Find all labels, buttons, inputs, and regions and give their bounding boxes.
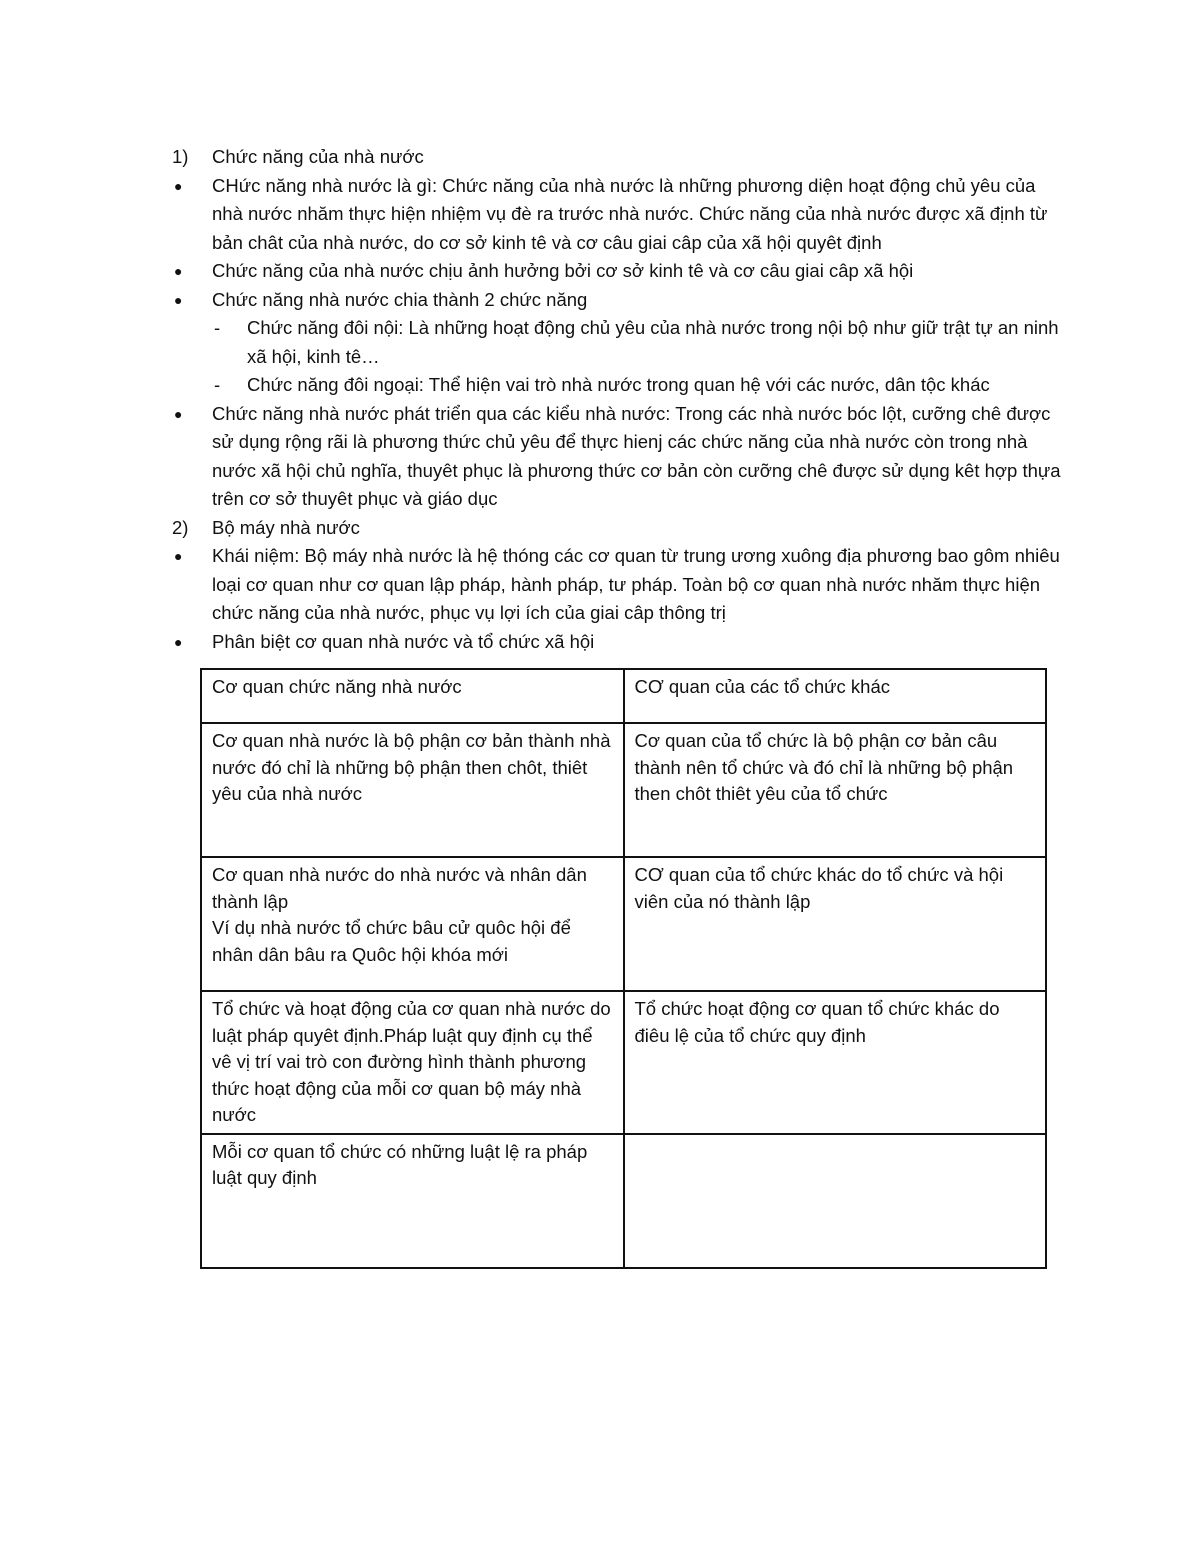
bullet-text: Chức năng của nhà nước chịu ảnh hưởng bởi cơ sở kinh tê và cơ câu giai câp xã hội — [212, 260, 914, 281]
section-title: Bộ máy nhà nước — [212, 516, 360, 538]
sub-item — [172, 371, 1062, 400]
document-body — [172, 143, 1062, 656]
dash-marker: - — [214, 317, 221, 338]
bullet-item — [172, 542, 1062, 628]
table-header-cell: CƠ quan của các tổ chức khác — [624, 669, 1047, 723]
comparison-table — [200, 668, 1047, 1269]
table-cell: Tổ chức và hoạt động của cơ quan nhà nước do luật pháp quyêt định.Pháp luật quy định cụ thể vê vị trí vai trò con đường hình thành phương thức hoạt động của mỗi cơ quan bộ máy nhà nước — [201, 991, 624, 1134]
sub-item — [172, 314, 1062, 371]
section-number: 1) — [172, 146, 189, 167]
table-header-cell: Cơ quan chức năng nhà nước — [201, 669, 624, 723]
bullet-text: Chức năng nhà nước chia thành 2 chức năng — [212, 288, 588, 310]
table-header-row — [201, 669, 1046, 723]
bullet-text: Khái niệm: Bộ máy nhà nước là hệ thóng các cơ quan từ trung ương xuông địa phương bao gôm nhiêu loại cơ quan như cơ quan lập pháp, hành pháp, tư pháp. Toàn bộ cơ quan nhà nước nhăm thực hiện chức năng của nhà nước, phục vụ lợi ích của giai câp thông trị — [212, 545, 1060, 623]
table-cell: Tổ chức hoạt động cơ quan tổ chức khác do điêu lệ của tổ chức quy định — [624, 991, 1047, 1134]
bullet-icon: ● — [174, 263, 183, 279]
section-heading — [172, 143, 1062, 172]
sub-item-text: Chức năng đôi ngoại: Thể hiện vai trò nhà nước trong quan hệ với các nước, dân tộc khác — [247, 374, 990, 395]
bullet-icon: ● — [174, 405, 183, 422]
bullet-item — [172, 257, 1062, 286]
bullet-text: CHức năng nhà nước là gì: Chức năng của nhà nước là những phương diện hoạt động chủ yêu của nhà nước nhăm thực hiện nhiệm vụ đè ra trước nhà nước. Chức năng của nhà nước được xã định từ bản chât của nhà nước, do cơ sở kinh tê và cơ câu giai câp của xã hội quyêt định — [212, 174, 1048, 253]
table-cell: Cơ quan nhà nước do nhà nước và nhân dân thành lập Ví dụ nhà nước tổ chức bâu cử quôc hội để nhân dân bâu ra Quôc hội khóa mới — [201, 857, 624, 991]
dash-marker: - — [214, 374, 221, 395]
bullet-icon: ● — [174, 633, 183, 650]
bullet-item — [172, 286, 1062, 315]
bullet-item — [172, 400, 1062, 514]
bullet-icon: ● — [174, 548, 183, 564]
table-cell — [624, 1134, 1047, 1268]
bullet-text: Phân biệt cơ quan nhà nước và tổ chức xã hội — [212, 630, 595, 652]
bullet-icon: ● — [174, 291, 183, 308]
table-row — [201, 991, 1046, 1134]
table-cell: Mỗi cơ quan tổ chức có những luật lệ ra pháp luật quy định — [201, 1134, 624, 1268]
bullet-item — [172, 172, 1062, 258]
table-cell: Cơ quan của tổ chức là bộ phận cơ bản câu thành nên tổ chức và đó chỉ là những bộ phận then chôt thiêt yêu của tổ chức — [624, 723, 1047, 857]
bullet-item — [172, 628, 1062, 657]
table-cell: CƠ quan của tổ chức khác do tổ chức và hội viên của nó thành lập — [624, 857, 1047, 991]
bullet-icon: ● — [174, 177, 183, 194]
section-heading — [172, 514, 1062, 543]
table-row — [201, 1134, 1046, 1268]
table-row — [201, 723, 1046, 857]
sub-item-text: Chức năng đôi nội: Là những hoạt động chủ yêu của nhà nước trong nội bộ như giữ trật tự an ninh xã hội, kinh tê… — [247, 317, 1059, 367]
table-row — [201, 857, 1046, 991]
table-cell: Cơ quan nhà nước là bộ phận cơ bản thành nhà nước đó chỉ là những bộ phận then chôt, thiêt yêu của nhà nước — [201, 723, 624, 857]
bullet-text: Chức năng nhà nước phát triển qua các kiểu nhà nước: Trong các nhà nước bóc lột, cưỡng chê được sử dụng rộng rãi là phương thức chủ yêu để thực hienj các chức năng của nhà nước còn trong nhà nước xã hội chủ nghĩa, thuyêt phục là phương thức cơ bản còn cưỡng chê được sử dụng kêt hợp thựa trên cơ sở thuyêt phục và giáo dục — [212, 402, 1061, 509]
section-number: 2) — [172, 516, 189, 538]
section-title: Chức năng của nhà nước — [212, 146, 424, 167]
